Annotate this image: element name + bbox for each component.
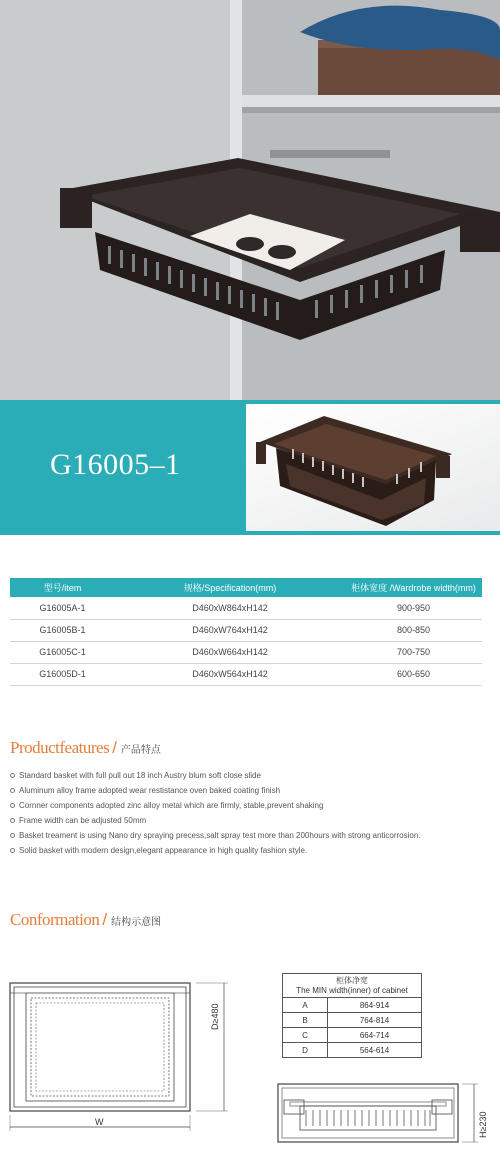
width-cell: 564-614 — [328, 1043, 422, 1058]
spec-header-specification: 规格/Specification(mm) — [115, 578, 345, 597]
table-row — [10, 619, 482, 641]
table-row — [283, 1013, 422, 1028]
width-cell: B — [283, 1013, 328, 1028]
table-row — [10, 663, 482, 685]
spec-cell: 900-950 — [345, 597, 482, 619]
features-title-en: Productfeatures — [10, 738, 110, 757]
list-item — [10, 768, 421, 783]
feature-text: Aluminum alloy frame adopted wear restistance oven baked coating finish — [19, 786, 281, 795]
bullet-icon — [10, 803, 15, 808]
top-view-drawing — [0, 975, 250, 1135]
width-cell: C — [283, 1028, 328, 1043]
depth-dimension-label: D≥480 — [210, 1003, 220, 1030]
list-item — [10, 843, 421, 858]
list-item — [10, 783, 421, 798]
list-item — [10, 798, 421, 813]
spec-cell: G16005B-1 — [10, 619, 115, 641]
spec-cell: 800-850 — [345, 619, 482, 641]
feature-text: Basket treament is using Nano dry spraying precess,salt spray test more than 200hours with strong anticorrosion. — [19, 831, 421, 840]
width-table-header-en: The MIN width(inner) of cabinet — [296, 985, 408, 995]
basket-thumbnail-illustration — [246, 404, 500, 531]
bullet-icon — [10, 818, 15, 823]
conformation-title-en: Conformation — [10, 910, 100, 929]
spec-cell: D460xW664xH142 — [115, 641, 345, 663]
spec-cell: D460xW864xH142 — [115, 597, 345, 619]
features-title-slash: / — [112, 738, 117, 757]
features-heading — [10, 738, 161, 758]
spec-cell: G16005D-1 — [10, 663, 115, 685]
feature-text: Standard basket with full pull out 18 inch Austry blum soft close slide — [19, 771, 261, 780]
hero-photo — [0, 0, 500, 400]
spec-cell: G16005C-1 — [10, 641, 115, 663]
conformation-title-slash: / — [102, 910, 108, 929]
width-cell: D — [283, 1043, 328, 1058]
min-width-table — [282, 973, 422, 1058]
spec-cell: 600-650 — [345, 663, 482, 685]
table-row — [283, 1043, 422, 1058]
spec-cell: G16005A-1 — [10, 597, 115, 619]
features-title-cn: 产品特点 — [120, 745, 161, 756]
bullet-icon — [10, 773, 15, 778]
width-cell: A — [283, 998, 328, 1013]
wardrobe-basket-illustration — [0, 0, 500, 400]
width-cell: 764-814 — [328, 1013, 422, 1028]
feature-text: Frame width can be adjusted 50mm — [19, 816, 147, 825]
spec-header-wardrobe-width: 柜体宽度 /Wardrobe width(mm) — [345, 578, 482, 597]
list-item — [10, 828, 421, 843]
spec-cell: 700-750 — [345, 641, 482, 663]
table-row — [283, 998, 422, 1013]
feature-text: Solid basket with modern design,elegant appearance in high quality fashion style. — [19, 846, 308, 855]
bullet-icon — [10, 788, 15, 793]
conformation-title-cn: 结构示意图 — [111, 917, 162, 928]
specification-table — [10, 578, 482, 686]
product-thumbnail — [246, 404, 500, 531]
width-cell: 664-714 — [328, 1028, 422, 1043]
width-table-header-cn: 柜体净宽 — [336, 975, 368, 985]
width-cell: 864-914 — [328, 998, 422, 1013]
bullet-icon — [10, 833, 15, 838]
conformation-heading — [10, 910, 161, 930]
width-dimension-label: W — [95, 1117, 104, 1127]
list-item — [10, 813, 421, 828]
feature-text: Cornner components adopted zinc alloy metal which are firmly, stable,prevent shaking — [19, 801, 324, 810]
spec-cell: D460xW764xH142 — [115, 619, 345, 641]
spec-cell: D460xW564xH142 — [115, 663, 345, 685]
width-table-header — [283, 974, 422, 998]
front-view-drawing — [270, 1080, 490, 1150]
spec-table-header-row — [10, 578, 482, 597]
table-row — [10, 597, 482, 619]
spec-header-item: 型号/item — [10, 578, 115, 597]
bullet-icon — [10, 848, 15, 853]
table-row — [283, 1028, 422, 1043]
height-dimension-label: H≥230 — [478, 1111, 488, 1138]
table-row — [10, 641, 482, 663]
width-table-header-row — [283, 974, 422, 998]
product-model: G16005–1 — [50, 448, 181, 481]
features-list — [10, 768, 421, 858]
